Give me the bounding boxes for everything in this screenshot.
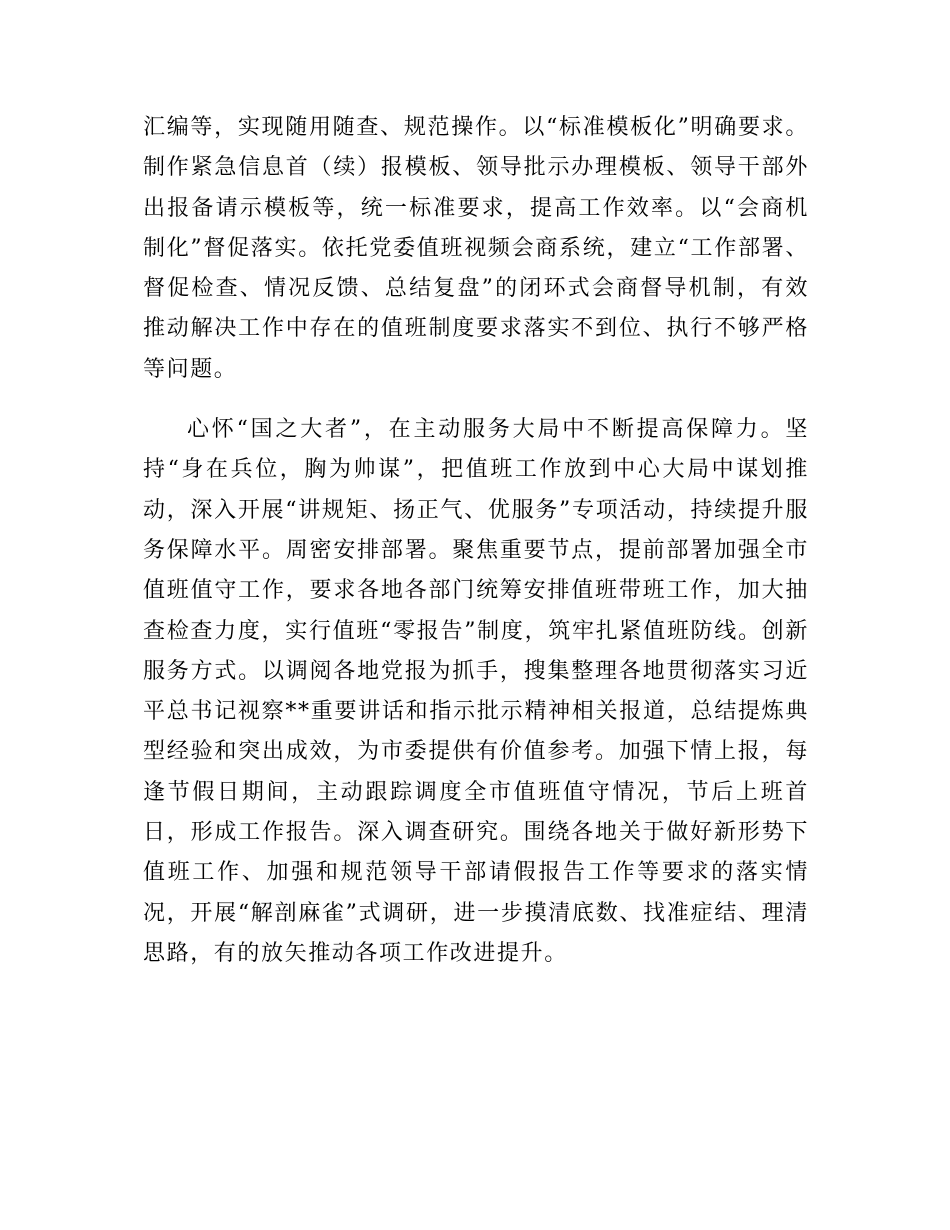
document-body [143, 108, 809, 974]
paragraph-continued: 汇编等，实现随用随查、规范操作。以“标准模板化”明确要求。制作紧急信息首（续）报模板、领导批示办理模板、领导干部外出报备请示模板等，统一标准要求，提高工作效率。以“会商机制化”督促落实。依托党委值班视频会商系统，建立“工作部署、督促检查、情况反馈、总结复盘”的闭环式会商督导机制，有效推动解决工作中存在的值班制度要求落实不到位、执行不够严格等问题。 [143, 115, 809, 382]
paragraph-service-overall: 心怀“国之大者”，在主动服务大局中不断提高保障力。坚持“身在兵位，胸为帅谋”，把值班工作放到中心大局中谋划推动，深入开展“讲规矩、扬正气、优服务”专项活动，持续提升服务保障水平。周密安排部署。聚焦重要节点，提前部署加强全市值班值守工作，要求各地各部门统筹安排值班带班工作，加大抽查检查力度，实行值班“零报告”制度，筑牢扎紧值班防线。创新服务方式。以调阅各地党报为抓手，搜集整理各地贯彻落实习近平总书记视察**重要讲话和指示批示精神相关报道，总结提炼典型经验和突出成效，为市委提供有价值参考。加强下情上报，每逢节假日期间，主动跟踪调度全市值班值守情况，节后上班首日，形成工作报告。深入调查研究。围绕各地关于做好新形势下值班工作、加强和规范领导干部请假报告工作等要求的落实情况，开展“解剖麻雀”式调研，进一步摸清底数、找准症结、理清思路，有的放矢推动各项工作改进提升。 [143, 417, 809, 966]
